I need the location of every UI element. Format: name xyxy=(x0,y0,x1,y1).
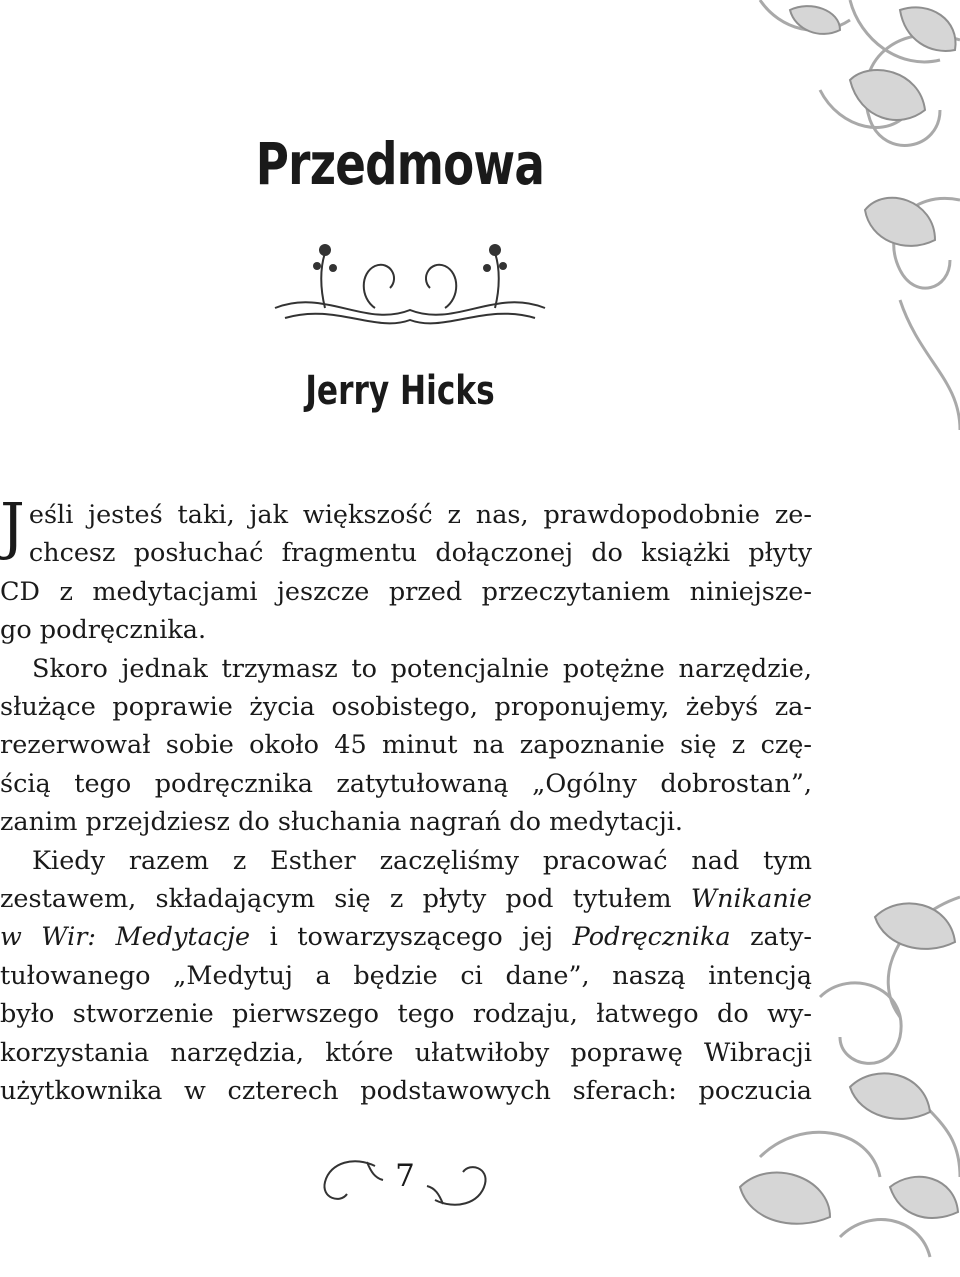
italic-title: w Wir: Medytacje xyxy=(0,922,251,953)
text-line: służące poprawie życia osobistego, proponujemy, żebyś za- xyxy=(0,692,812,723)
text-line: go podręcznika. xyxy=(0,615,207,646)
text-line: tułowanego „Medytuj a będzie ci dane”, naszą intencją xyxy=(0,960,812,991)
text-line: CD z medytacjami jeszcze przed przeczytaniem niniejsze- xyxy=(0,576,812,607)
author-name: Jerry Hicks xyxy=(305,368,495,414)
title-flourish-ornament xyxy=(265,238,555,338)
text-line: rezerwował sobie około 45 minut na zapoznanie się z czę- xyxy=(0,730,812,761)
text-line: korzystania narzędzia, które ułatwiłoby poprawę Wibracji xyxy=(0,1037,812,1068)
text-line: Kiedy razem z Esther zaczęliśmy pracować nad tym xyxy=(32,845,812,876)
italic-title: Wnikanie xyxy=(690,884,812,915)
text-line: zanim przejdziesz do słuchania nagrań do medytacji. xyxy=(0,807,683,838)
text-segment: zaty- xyxy=(730,922,812,953)
text-segment: zestawem, składającym się z płyty pod tytułem xyxy=(0,884,691,915)
text-line: chcesz posłuchać fragmentu dołączonej do książki płyty xyxy=(28,538,812,569)
text-line xyxy=(0,880,812,918)
drop-cap: J xyxy=(0,489,25,562)
text-line: było stworzenie pierwszego tego rodzaju, łatwego do wy- xyxy=(0,999,812,1030)
text-segment: i towarzyszącego jej xyxy=(250,922,573,953)
text-line xyxy=(0,918,812,956)
page-title: Przedmowa xyxy=(255,130,545,198)
text-line: Skoro jednak trzymasz to potencjalnie potężne narzędzie, xyxy=(32,653,812,684)
text-line: ścią tego podręcznika zatytułowaną „Ogólny dobrostan”, xyxy=(0,768,812,799)
paragraph-1 xyxy=(0,489,812,650)
text-line: eśli jesteś taki, jak większość z nas, prawdopodobnie ze- xyxy=(28,500,812,530)
text-line: użytkownika w czterech podstawowych sferach: poczucia xyxy=(0,1076,812,1107)
floral-corner-ornament-top xyxy=(700,0,960,460)
paragraph-3 xyxy=(0,842,812,1111)
page-number: 7 xyxy=(395,1158,415,1194)
paragraph-2 xyxy=(0,650,812,842)
italic-title: Podręcznika xyxy=(572,922,731,953)
body-text xyxy=(0,489,812,1111)
